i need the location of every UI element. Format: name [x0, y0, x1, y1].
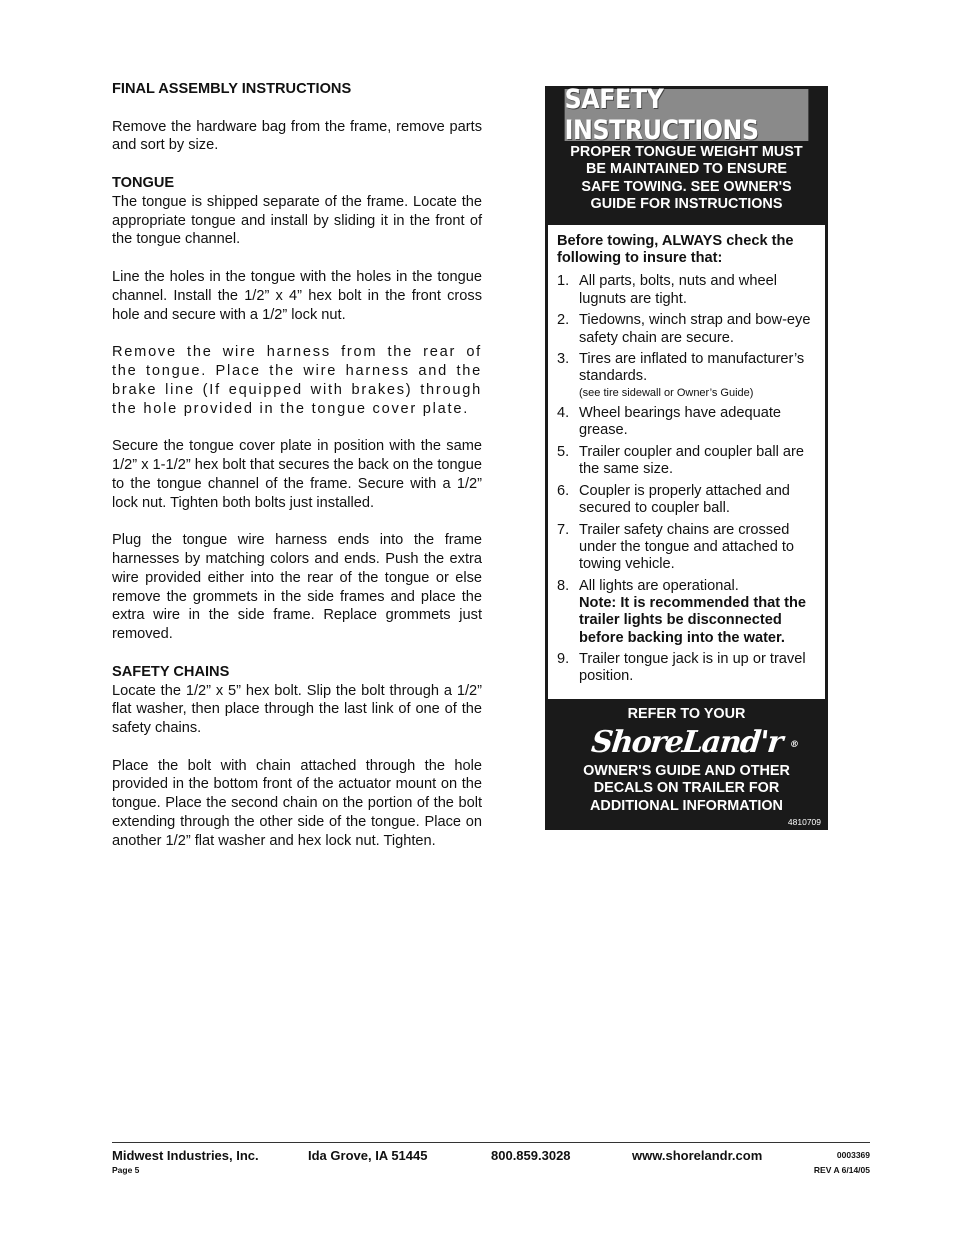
list-item: 7. Trailer safety chains are crossed under the tongue and attached to towing vehicle.: [557, 521, 795, 573]
footer-city: Ida Grove, IA 51445: [308, 1148, 428, 1163]
tongue-paragraph-3: Remove the wire harness from the rear of the tongue. Place the wire harness and the brake line (If equipped with brakes) through the hole provided in the tongue cover plate.: [112, 344, 482, 417]
shorelandr-logo: ShoreLand'r ®: [578, 724, 795, 762]
lights-note: Note: It is recommended that the trailer lights be disconnected before backing into the water.: [579, 595, 807, 646]
warning-line: BE MAINTAINED TO ENSURE: [586, 161, 787, 178]
tongue-heading: TONGUE: [112, 174, 175, 191]
footer-revision: REV A 6/14/05: [813, 1165, 870, 1175]
warning-line: SAFE TOWING. SEE OWNER'S: [581, 178, 792, 195]
list-item: 5. Trailer coupler and coupler ball are the same size.: [557, 444, 804, 478]
list-item: 1. All parts, bolts, nuts and wheel lugnuts are tight.: [557, 273, 777, 307]
registered-mark: ®: [789, 740, 800, 750]
warning-line: PROPER TONGUE WEIGHT MUST: [570, 144, 803, 160]
decal-title: SAFETY INSTRUCTIONS: [565, 89, 809, 141]
footer-website: www.shorelandr.com: [632, 1148, 763, 1163]
intro-paragraph: Remove the hardware bag from the frame, remove parts and sort by size.: [112, 118, 482, 154]
footer-divider: [112, 1142, 870, 1143]
refer-message: OWNER'S GUIDE AND OTHER DECALS ON TRAILER FOR ADDITIONAL INFORMATION: [583, 763, 790, 814]
warning-line: GUIDE FOR INSTRUCTIONS: [590, 196, 783, 213]
list-item: 3. Tires are inflated to manufacturer’s standards. (see tire sidewall or Owner’s Guide): [557, 351, 817, 400]
footer-doc-number: 0003369: [836, 1150, 870, 1160]
checklist: [557, 273, 817, 685]
tire-note: (see tire sidewall or Owner’s Guide): [579, 386, 754, 399]
safety-chains-heading: SAFETY CHAINS: [112, 663, 230, 680]
footer-phone: 800.859.3028: [491, 1148, 571, 1163]
refer-heading: REFER TO YOUR: [627, 706, 746, 722]
decal-part-number: 4810709: [787, 817, 821, 827]
tongue-paragraph-5: Plug the tongue wire harness ends into the frame harnesses by matching colors and ends. Push the extra wire provided either into the rear of the tongue or else remove the grommets in the side frames and place the extra wire in the side frame. Replace grommets just removed.: [112, 532, 482, 643]
list-item: 9. Trailer tongue jack is in up or travel position.: [557, 651, 806, 685]
list-item: 4. Wheel bearings have adequate grease.: [557, 405, 782, 439]
assembly-instructions: [112, 80, 482, 869]
footer-company: Midwest Industries, Inc.: [112, 1148, 259, 1163]
safety-chains-paragraph-1: Locate the 1/2” x 5” hex bolt. Slip the bolt through a 1/2” flat washer, then place through the last link of one of the safety chains.: [112, 682, 482, 737]
safety-decal: [545, 86, 828, 830]
list-item: 8. All lights are operational. Note: It is recommended that the trailer lights be disconnected before backing into the water.: [557, 578, 817, 647]
instructions-title: FINAL ASSEMBLY INSTRUCTIONS: [112, 81, 352, 97]
tongue-weight-warning: [548, 144, 825, 214]
tongue-paragraph-2: Line the holes in the tongue with the holes in the tongue channel. Install the 1/2” x 4” hex bolt in the front cross hole and secure with a 1/2” lock nut.: [112, 268, 482, 323]
list-item: 2. Tiedowns, winch strap and bow-eye safety chain are secure.: [557, 312, 811, 346]
checklist-panel: [548, 225, 825, 699]
checklist-intro: Before towing, ALWAYS check the following to insure that:: [557, 233, 794, 267]
list-item: 6. Coupler is properly attached and secured to coupler ball.: [557, 482, 790, 517]
tongue-paragraph-4: Secure the tongue cover plate in position with the same 1/2” x 1-1/2” hex bolt that secures the back on the tongue to the tongue channel of the frame. Secure with a 1/2” lock nut. Tighten both bolts just installed.: [112, 438, 482, 511]
footer-page-number: Page 5: [112, 1165, 140, 1175]
safety-chains-paragraph-2: Place the bolt with chain attached through the hole provided in the bottom front of the actuator mount on the tongue. Place the second chain on the portion of the bolt extending through the other side of the tongue. Place on another 1/2” flat washer and hex lock nut. Tighten.: [112, 757, 482, 849]
tongue-paragraph-1: The tongue is shipped separate of the frame. Locate the appropriate tongue and install by sliding it in the front of the tongue channel.: [112, 193, 482, 248]
